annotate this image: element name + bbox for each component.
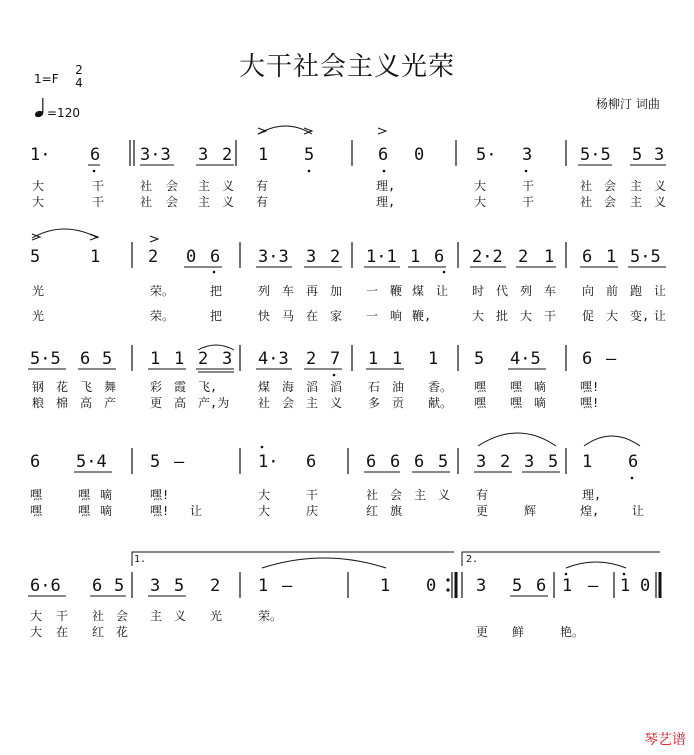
lyric-char: 海 [282, 380, 295, 394]
lyric-char: 彩 [150, 380, 163, 394]
lyric-char: 光 [210, 609, 223, 623]
lyric-char: 更 [476, 625, 489, 639]
lyric-char: 会 [390, 488, 403, 502]
lyric-char: 一 [366, 284, 379, 298]
note: 6 [80, 349, 91, 369]
note: 3·3 [258, 247, 289, 267]
note: 5 [174, 576, 185, 596]
lyric-char: 大 [474, 195, 487, 209]
note: 1 [544, 247, 555, 267]
lyric-char: 主 [198, 179, 211, 193]
note: 5 [150, 452, 161, 472]
note: 3 [522, 145, 533, 165]
lyric-char: 荣。 [150, 284, 175, 298]
note: 2 [148, 247, 159, 267]
lyric-char: 让 [654, 284, 667, 298]
lyric-char: 辉 [524, 504, 537, 518]
lyric-char: 马 [282, 309, 295, 323]
lyric-char: 大 [32, 195, 45, 209]
note: 3·3 [140, 145, 171, 165]
note: – [606, 349, 617, 369]
lyric-char: 主 [198, 195, 211, 209]
note: 3 [476, 576, 487, 596]
lyric-char: 主 [150, 609, 163, 623]
note: 3 [476, 452, 487, 472]
lyric-char: 大 [32, 179, 45, 193]
note: 1 [90, 247, 101, 267]
note: 1 [150, 349, 161, 369]
lyric-char: 再 [306, 284, 319, 298]
lyric-char: 嘀 [100, 488, 113, 502]
lyric-char: 献。 [428, 396, 453, 410]
lyric-char: 多 [368, 396, 381, 410]
lyric-char: 义 [222, 179, 235, 193]
lyric-char: 嘿! [150, 504, 170, 518]
system-1 [30, 126, 666, 172]
lyric-char: 响 [390, 309, 403, 323]
lyric-char: 嘿! [150, 488, 170, 502]
octave-dot [308, 170, 311, 173]
lyric-char: 让 [190, 504, 203, 518]
note: 1 [380, 576, 391, 596]
note: 3 [306, 247, 317, 267]
note: 6 [582, 247, 593, 267]
lyric-char: 主 [306, 396, 319, 410]
note: 1 [620, 576, 631, 596]
lyric-char: 光 [32, 284, 45, 298]
lyric-char: 大 [606, 309, 619, 323]
lyric-char: 会 [166, 179, 179, 193]
note: 3 [654, 145, 665, 165]
lyric-char: 主 [414, 488, 427, 502]
lyric-char: 列 [520, 284, 533, 298]
lyric-char: 嘿 [78, 504, 91, 518]
lyrics-system-5 [30, 608, 584, 639]
lyric-char: 庆 [306, 504, 319, 518]
note: – [282, 576, 293, 596]
barlines-1 [130, 140, 566, 166]
lyric-char: 石 [368, 380, 381, 394]
note: 5 [632, 145, 643, 165]
key-signature: 1=F [34, 72, 59, 86]
lyric-char: 干 [544, 309, 557, 323]
lyric-char: 代 [496, 284, 509, 298]
note: 6 [306, 452, 317, 472]
lyric-char: 红 [92, 625, 105, 639]
octave-dot [383, 170, 386, 173]
volta-1-label: 1. [134, 554, 147, 565]
note: 5 [474, 349, 485, 369]
lyric-char: 飞 [80, 380, 93, 394]
lyric-char: 飞, [198, 380, 218, 394]
lyric-char: 嘿 [474, 396, 487, 410]
lyric-char: 煤 [412, 284, 425, 298]
octave-dot [93, 170, 96, 173]
lyric-char: 车 [282, 284, 295, 298]
note: 1 [258, 145, 269, 165]
lyric-char: 嘿 [510, 380, 523, 394]
lyric-char: 高 [80, 396, 93, 410]
lyric-char: 油 [392, 380, 405, 394]
note: 7 [330, 349, 341, 369]
lyric-char: 钢 [32, 380, 45, 394]
note: 2 [222, 145, 233, 165]
note: 1· [258, 452, 279, 472]
lyric-char: 花 [116, 625, 129, 639]
lyric-char: 在 [56, 625, 69, 639]
lyric-char: 有 [256, 179, 269, 193]
note: 0 [186, 247, 197, 267]
lyric-char: 义 [654, 195, 667, 209]
note: 5 [512, 576, 523, 596]
lyric-char: 大 [472, 309, 485, 323]
system-4 [30, 433, 640, 479]
note: 3 [524, 452, 535, 472]
credits: 杨柳汀 词曲 [596, 97, 660, 111]
lyric-char: 会 [282, 396, 295, 410]
lyric-char: 会 [166, 195, 179, 209]
lyric-char: 更 [150, 396, 163, 410]
note: 6 [378, 145, 389, 165]
lyric-char: 变, [630, 309, 650, 323]
lyric-char: 花 [56, 380, 69, 394]
lyric-char: 干 [56, 609, 69, 623]
lyric-char: 干 [522, 195, 535, 209]
lyric-char: 社 [366, 488, 379, 502]
lyric-char: 会 [116, 609, 129, 623]
note: 0 [640, 576, 651, 596]
system-3 [28, 345, 617, 376]
lyric-char: 让 [436, 284, 449, 298]
lyric-char: 加 [330, 284, 343, 298]
note: 6 [92, 576, 103, 596]
note: 1 [428, 349, 439, 369]
lyric-char: 促 [582, 309, 595, 323]
lyric-char: 产 [104, 396, 117, 410]
lyric-char: 让 [654, 309, 667, 323]
lyric-char: 干 [522, 179, 535, 193]
note: 1 [582, 452, 593, 472]
lyric-char: 煤 [258, 380, 271, 394]
note: 1 [368, 349, 379, 369]
note: 3 [150, 576, 161, 596]
lyric-char: 社 [580, 195, 593, 209]
note: – [588, 576, 599, 596]
lyric-char: 一 [366, 309, 379, 323]
lyric-char: 向 [582, 284, 595, 298]
lyric-char: 社 [92, 609, 105, 623]
page-title: 大干社会主义光荣 [238, 52, 455, 82]
lyric-char: 霞 [174, 380, 187, 394]
lyric-char: 义 [654, 179, 667, 193]
lyric-char: 嘿! [580, 396, 600, 410]
lyric-char: 主 [630, 179, 643, 193]
lyric-char: 荣。 [258, 609, 283, 623]
note: 1 [606, 247, 617, 267]
note: 6 [628, 452, 639, 472]
note: 2 [330, 247, 341, 267]
lyric-char: 主 [630, 195, 643, 209]
lyric-char: 荣。 [150, 309, 175, 323]
note: 5·5 [580, 145, 611, 165]
lyric-char: 高 [174, 396, 187, 410]
lyric-char: 让 [632, 504, 645, 518]
note: 6 [414, 452, 425, 472]
note: 5 [102, 349, 113, 369]
lyric-char: 更 [476, 504, 489, 518]
note: 6 [210, 247, 221, 267]
note: 4·3 [258, 349, 289, 369]
note: 5·4 [76, 452, 107, 472]
lyrics-system-2 [32, 283, 666, 323]
lyric-char: 大 [258, 504, 271, 518]
note: 1 [562, 576, 573, 596]
note: 6 [30, 452, 41, 472]
lyric-char: 理, [376, 195, 396, 209]
lyric-char: 会 [604, 195, 617, 209]
lyric-char: 干 [92, 195, 105, 209]
lyric-char: 嘿 [30, 504, 43, 518]
repeat-dot [446, 578, 449, 581]
note: 6 [582, 349, 593, 369]
note: 1 [174, 349, 185, 369]
system-2 [30, 229, 666, 273]
lyric-char: 有 [476, 488, 489, 502]
time-signature-top: 2 [75, 63, 83, 77]
lyric-char: 嘿 [510, 396, 523, 410]
volta-2-label: 2. [466, 554, 479, 565]
note: 2 [306, 349, 317, 369]
lyric-char: 列 [258, 284, 271, 298]
note: 2·2 [472, 247, 503, 267]
lyric-char: 嘿 [78, 488, 91, 502]
note: 2 [198, 349, 209, 369]
note: 5 [438, 452, 449, 472]
lyric-char: 会 [604, 179, 617, 193]
lyric-char: 粮 [32, 396, 45, 410]
note: 6 [434, 247, 445, 267]
note: 1 [392, 349, 403, 369]
note: 5·5 [30, 349, 61, 369]
note: 6 [390, 452, 401, 472]
lyrics-system-3 [32, 379, 599, 410]
lyric-char: 艳。 [560, 625, 585, 639]
note: 0 [426, 576, 437, 596]
lyric-char: 义 [222, 195, 235, 209]
lyrics-system-4 [30, 487, 644, 518]
lyric-char: 理, [376, 179, 396, 193]
lyric-char: 大 [520, 309, 533, 323]
lyric-char: 红 [366, 504, 379, 518]
lyric-char: 嘿 [474, 380, 487, 394]
lyric-char: 大 [30, 625, 43, 639]
lyric-char: 时 [472, 284, 485, 298]
lyric-char: 把 [210, 284, 223, 298]
lyrics-system-1 [32, 178, 666, 209]
lyric-char: 滔 [306, 380, 319, 394]
lyric-char: 快 [258, 309, 271, 323]
note: 4·5 [510, 349, 541, 369]
note: 1 [410, 247, 421, 267]
lyric-char: 批 [496, 309, 509, 323]
lyric-char: 家 [330, 309, 343, 323]
octave-dot-high [261, 446, 264, 449]
lyric-char: 嘀 [534, 380, 547, 394]
lyric-char: 把 [210, 309, 223, 323]
time-signature-bottom: 4 [75, 76, 83, 90]
note: 1 [258, 576, 269, 596]
lyric-char: 前 [606, 284, 619, 298]
lyric-char: 义 [438, 488, 451, 502]
lyric-char: 棉 [56, 396, 69, 410]
note: 5 [304, 145, 315, 165]
note: 5 [548, 452, 559, 472]
lyric-char: 嘀 [534, 396, 547, 410]
note: 5· [476, 145, 497, 165]
system-5 [28, 552, 660, 598]
lyric-char: 舞 [104, 380, 117, 394]
note: 5 [114, 576, 125, 596]
lyric-char: 干 [306, 488, 319, 502]
note: 6 [366, 452, 377, 472]
lyric-char: 贡 [392, 396, 405, 410]
lyric-char: 鲜 [512, 625, 525, 639]
lyric-char: 产,为 [198, 396, 230, 410]
note: 5 [30, 247, 41, 267]
note: 2 [500, 452, 511, 472]
lyric-char: 鞭 [390, 284, 403, 298]
note: 1·1 [366, 247, 397, 267]
lyric-char: 光 [32, 309, 45, 323]
lyric-char: 在 [306, 309, 319, 323]
note: 5·5 [630, 247, 661, 267]
note: – [174, 452, 185, 472]
note: 6·6 [30, 576, 61, 596]
lyric-char: 社 [140, 179, 153, 193]
note: 6 [536, 576, 547, 596]
lyric-char: 嘿 [30, 488, 43, 502]
lyric-char: 旗 [390, 504, 403, 518]
note: 3 [222, 349, 233, 369]
lyric-char: 义 [174, 609, 187, 623]
lyric-char: 车 [544, 284, 557, 298]
repeat-dot [446, 588, 449, 591]
beam-lines-2 [32, 229, 666, 267]
octave-dot [525, 170, 528, 173]
lyric-char: 有 [256, 195, 269, 209]
note: 6 [90, 145, 101, 165]
note: 3 [198, 145, 209, 165]
note: 0 [414, 145, 425, 165]
note: 2 [210, 576, 221, 596]
tempo-marking: =120 [47, 106, 80, 120]
note: 1· [30, 145, 51, 165]
lyric-char: 大 [258, 488, 271, 502]
lyric-char: 嘿! [580, 380, 600, 394]
lyric-char: 社 [140, 195, 153, 209]
lyric-char: 社 [580, 179, 593, 193]
lyric-char: 跑 [630, 284, 643, 298]
lyric-char: 干 [92, 179, 105, 193]
note: 2 [518, 247, 529, 267]
lyric-char: 滔 [330, 380, 343, 394]
site-logo: 琴艺谱 [644, 732, 686, 748]
lyric-char: 理, [582, 488, 602, 502]
lyric-char: 大 [474, 179, 487, 193]
lyric-char: 社 [258, 396, 271, 410]
lyric-char: 义 [330, 396, 343, 410]
lyric-char: 大 [30, 609, 43, 623]
lyric-char: 煌, [580, 504, 600, 518]
lyric-char: 鞭, [412, 309, 432, 323]
lyric-char: 嘀 [100, 504, 113, 518]
lyric-char: 香。 [428, 380, 453, 394]
